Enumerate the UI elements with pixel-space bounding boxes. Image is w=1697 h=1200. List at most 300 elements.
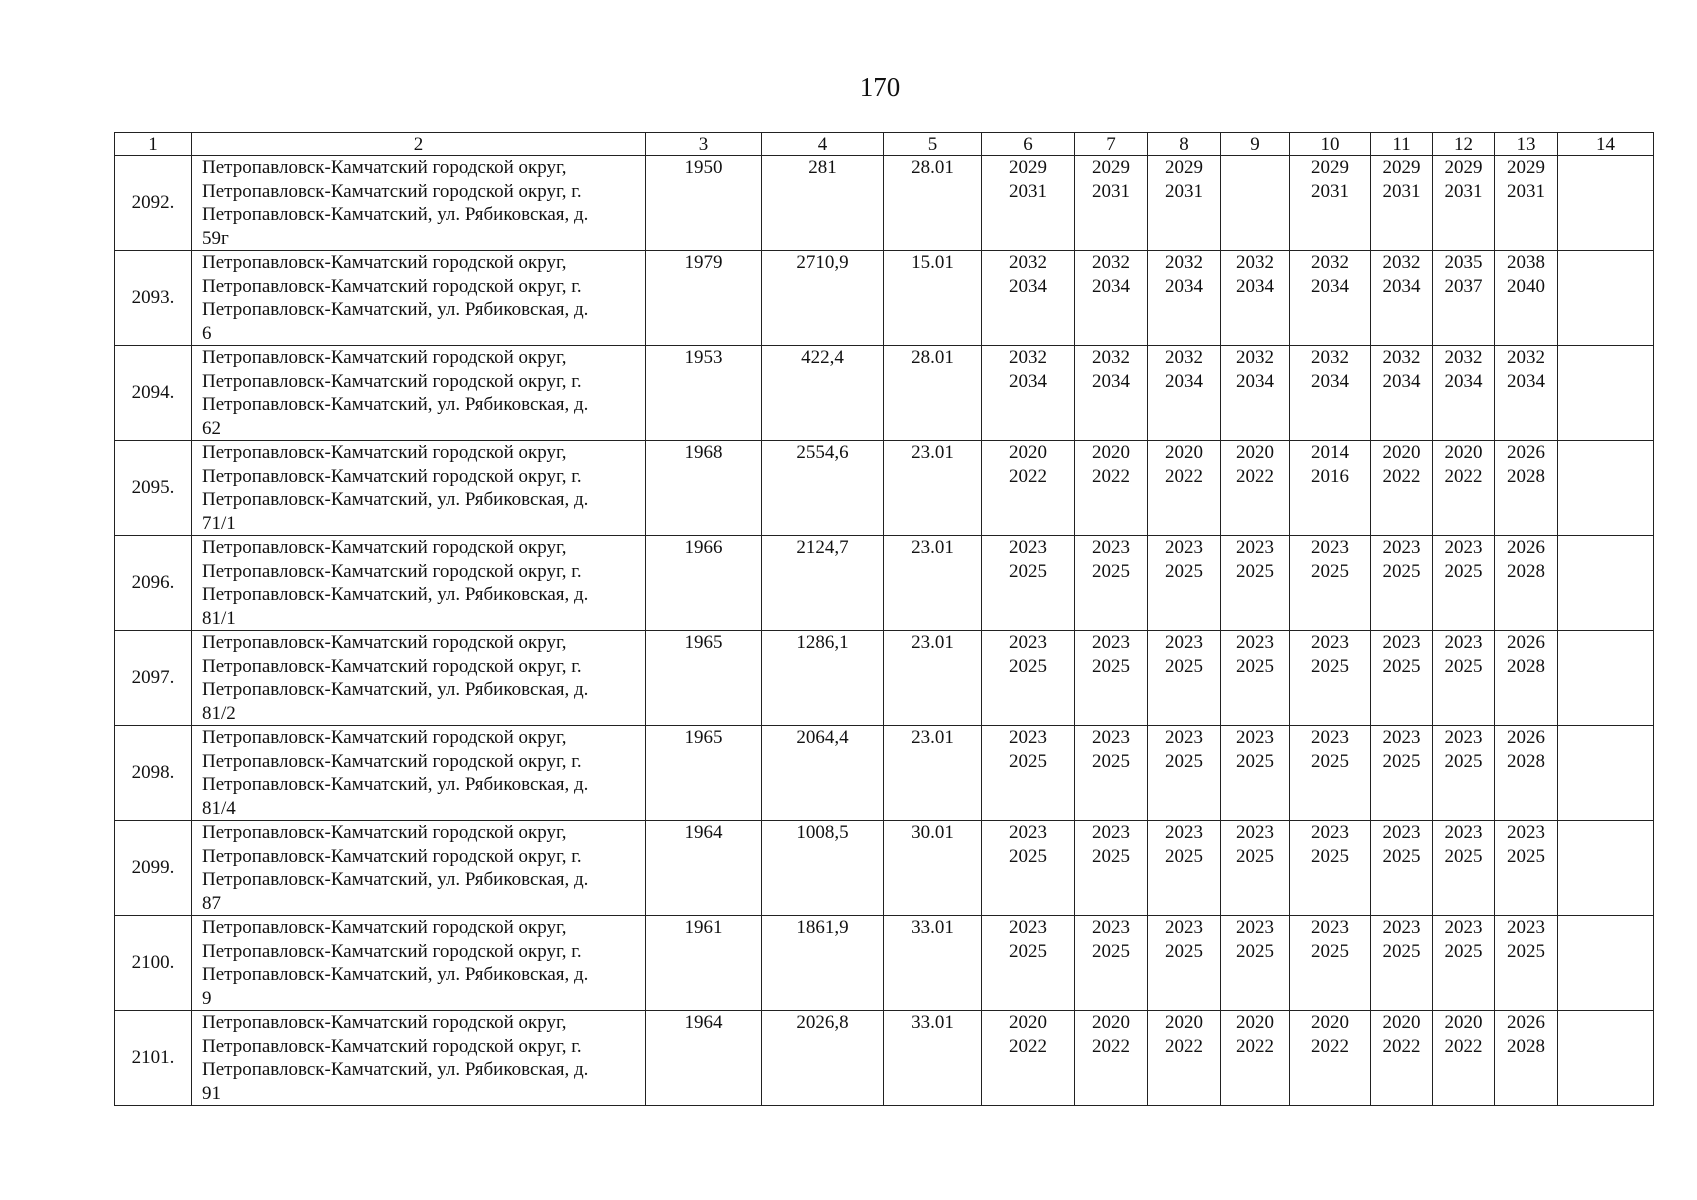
notes-cell	[1558, 251, 1654, 346]
period-cell	[1075, 156, 1148, 251]
table-row	[115, 821, 1654, 916]
period-end-year: 2025	[1165, 940, 1203, 962]
address-line: Петропавловск-Камчатский городской округ,	[202, 537, 567, 558]
address-line: Петропавловск-Камчатский городской округ, г.	[202, 560, 582, 582]
year-built-cell: 1953	[646, 346, 762, 441]
address-line: 81/1	[202, 607, 236, 629]
period-cell	[982, 536, 1075, 631]
period-end-year: 2025	[1444, 940, 1483, 962]
address-cell	[192, 821, 646, 916]
year-built-cell: 1965	[646, 726, 762, 821]
period-start-year: 2023	[1092, 822, 1130, 843]
period-start-year: 2029	[1311, 157, 1349, 178]
period-cell	[1221, 726, 1290, 821]
notes-cell	[1558, 1011, 1654, 1106]
period-start-year: 2020	[1165, 1012, 1203, 1033]
period-end-year: 2022	[1382, 465, 1421, 487]
period-cell	[1148, 631, 1221, 726]
address-line: Петропавловск-Камчатский городской округ, г.	[202, 465, 582, 487]
period-cell	[1433, 916, 1495, 1011]
period-start-year: 2023	[1382, 917, 1421, 938]
address-line: 81/2	[202, 702, 236, 724]
period-end-year: 2025	[1236, 655, 1274, 677]
period-cell	[1148, 251, 1221, 346]
table-row	[115, 631, 1654, 726]
notes-cell	[1558, 156, 1654, 251]
address-line: 59г	[202, 227, 229, 249]
period-start-year: 2023	[1507, 917, 1545, 938]
area-cell: 1008,5	[762, 821, 884, 916]
period-cell	[1075, 251, 1148, 346]
period-start-year: 2023	[1092, 727, 1130, 748]
period-start-year: 2032	[1165, 347, 1203, 368]
row-number-cell: 2099.	[115, 821, 192, 916]
period-end-year: 2025	[1382, 560, 1421, 582]
period-end-year: 2025	[1092, 940, 1130, 962]
period-end-year: 2025	[1444, 750, 1483, 772]
period-start-year: 2032	[1444, 347, 1483, 368]
period-cell	[1371, 916, 1433, 1011]
notes-cell	[1558, 916, 1654, 1011]
period-start-year: 2032	[1507, 347, 1545, 368]
period-start-year: 2032	[1009, 347, 1047, 368]
period-start-year: 2038	[1507, 252, 1545, 273]
area-cell: 1861,9	[762, 916, 884, 1011]
header-cell: 8	[1148, 133, 1221, 156]
period-cell	[1495, 536, 1558, 631]
address-cell	[192, 346, 646, 441]
period-start-year: 2023	[1507, 822, 1545, 843]
period-end-year: 2022	[1311, 1035, 1349, 1057]
period-end-year: 2034	[1311, 370, 1349, 392]
code-cell: 33.01	[884, 1011, 982, 1106]
period-start-year: 2023	[1092, 917, 1130, 938]
period-cell	[1290, 631, 1371, 726]
period-cell	[1371, 441, 1433, 536]
period-end-year: 2025	[1092, 655, 1130, 677]
period-cell	[1148, 536, 1221, 631]
period-start-year: 2020	[1236, 1012, 1274, 1033]
row-number-cell: 2096.	[115, 536, 192, 631]
period-cell	[1075, 726, 1148, 821]
period-end-year: 2034	[1382, 370, 1421, 392]
address-line: Петропавловск-Камчатский, ул. Рябиковская, д.	[202, 394, 589, 415]
address-cell	[192, 916, 646, 1011]
code-cell: 23.01	[884, 631, 982, 726]
period-start-year: 2023	[1009, 537, 1047, 558]
period-end-year: 2025	[1311, 940, 1349, 962]
code-cell: 33.01	[884, 916, 982, 1011]
period-end-year: 2034	[1165, 370, 1203, 392]
period-end-year: 2025	[1382, 845, 1421, 867]
period-cell	[1148, 441, 1221, 536]
period-end-year: 2031	[1444, 180, 1483, 202]
period-cell	[1371, 1011, 1433, 1106]
table-row	[115, 536, 1654, 631]
period-start-year: 2023	[1165, 822, 1203, 843]
period-end-year: 2025	[1009, 845, 1047, 867]
address-line: Петропавловск-Камчатский городской округ, г.	[202, 180, 582, 202]
period-cell	[982, 821, 1075, 916]
address-line: 87	[202, 892, 221, 914]
period-end-year: 2034	[1009, 275, 1047, 297]
address-line: Петропавловск-Камчатский, ул. Рябиковская, д.	[202, 964, 589, 985]
period-start-year: 2023	[1009, 917, 1047, 938]
period-end-year: 2025	[1311, 845, 1349, 867]
period-cell	[1221, 251, 1290, 346]
table-row	[115, 441, 1654, 536]
period-start-year: 2032	[1236, 252, 1274, 273]
period-end-year: 2022	[1165, 1035, 1203, 1057]
period-cell	[1290, 726, 1371, 821]
period-end-year: 2022	[1236, 465, 1274, 487]
period-cell	[1433, 631, 1495, 726]
notes-cell	[1558, 441, 1654, 536]
period-start-year: 2020	[1382, 1012, 1421, 1033]
year-built-cell: 1968	[646, 441, 762, 536]
address-line: Петропавловск-Камчатский городской округ, г.	[202, 655, 582, 677]
area-cell: 2124,7	[762, 536, 884, 631]
period-cell	[1495, 631, 1558, 726]
period-start-year: 2032	[1382, 252, 1421, 273]
period-start-year: 2029	[1009, 157, 1047, 178]
address-cell	[192, 251, 646, 346]
period-cell	[1371, 726, 1433, 821]
period-start-year: 2026	[1507, 632, 1545, 653]
period-end-year: 2025	[1311, 750, 1349, 772]
period-start-year: 2020	[1092, 1012, 1130, 1033]
period-start-year: 2023	[1382, 537, 1421, 558]
address-line: Петропавловск-Камчатский городской округ, г.	[202, 370, 582, 392]
period-cell	[1371, 631, 1433, 726]
period-start-year: 2020	[1009, 442, 1047, 463]
period-end-year: 2025	[1444, 560, 1483, 582]
period-start-year: 2029	[1165, 157, 1203, 178]
address-cell	[192, 631, 646, 726]
period-cell	[1075, 1011, 1148, 1106]
address-cell	[192, 726, 646, 821]
period-cell	[1221, 156, 1290, 251]
period-cell	[1221, 1011, 1290, 1106]
period-cell	[982, 631, 1075, 726]
period-end-year: 2025	[1009, 560, 1047, 582]
row-number-cell: 2092.	[115, 156, 192, 251]
address-line: Петропавловск-Камчатский, ул. Рябиковская, д.	[202, 204, 589, 225]
period-end-year: 2022	[1092, 465, 1130, 487]
address-line: Петропавловск-Камчатский городской округ,	[202, 442, 567, 463]
period-end-year: 2022	[1092, 1035, 1130, 1057]
code-cell: 15.01	[884, 251, 982, 346]
area-cell: 2554,6	[762, 441, 884, 536]
period-cell	[1148, 821, 1221, 916]
period-cell	[982, 726, 1075, 821]
header-cell: 13	[1495, 133, 1558, 156]
period-start-year: 2020	[1165, 442, 1203, 463]
period-cell	[982, 916, 1075, 1011]
period-end-year: 2022	[1165, 465, 1203, 487]
address-line: 81/4	[202, 797, 236, 819]
period-cell	[1221, 916, 1290, 1011]
header-cell: 14	[1558, 133, 1654, 156]
period-start-year: 2032	[1165, 252, 1203, 273]
period-start-year: 2023	[1444, 632, 1483, 653]
period-start-year: 2023	[1009, 632, 1047, 653]
period-start-year: 2023	[1311, 822, 1349, 843]
period-cell	[982, 441, 1075, 536]
period-start-year: 2026	[1507, 537, 1545, 558]
period-start-year: 2023	[1236, 822, 1274, 843]
period-cell	[1290, 441, 1371, 536]
period-end-year: 2025	[1507, 845, 1545, 867]
period-cell	[1290, 1011, 1371, 1106]
period-start-year: 2023	[1444, 822, 1483, 843]
row-number-cell: 2094.	[115, 346, 192, 441]
period-end-year: 2034	[1009, 370, 1047, 392]
period-end-year: 2040	[1507, 275, 1545, 297]
period-start-year: 2020	[1382, 442, 1421, 463]
period-cell	[1371, 821, 1433, 916]
period-start-year: 2023	[1092, 632, 1130, 653]
period-end-year: 2025	[1507, 940, 1545, 962]
address-line: Петропавловск-Камчатский, ул. Рябиковская, д.	[202, 299, 589, 320]
year-built-cell: 1964	[646, 1011, 762, 1106]
period-start-year: 2032	[1092, 347, 1130, 368]
page-number: 170	[859, 72, 901, 102]
period-cell	[1433, 726, 1495, 821]
period-cell	[1371, 346, 1433, 441]
period-end-year: 2022	[1382, 1035, 1421, 1057]
period-start-year: 2023	[1236, 537, 1274, 558]
area-cell: 2710,9	[762, 251, 884, 346]
period-cell	[1495, 1011, 1558, 1106]
period-cell	[982, 346, 1075, 441]
period-cell	[1148, 1011, 1221, 1106]
period-start-year: 2023	[1444, 917, 1483, 938]
period-cell	[1433, 251, 1495, 346]
period-start-year: 2020	[1444, 1012, 1483, 1033]
period-start-year: 2023	[1236, 917, 1274, 938]
period-cell	[1371, 156, 1433, 251]
notes-cell	[1558, 346, 1654, 441]
header-cell: 9	[1221, 133, 1290, 156]
period-cell	[1433, 1011, 1495, 1106]
header-cell: 3	[646, 133, 762, 156]
period-end-year: 2025	[1311, 560, 1349, 582]
period-end-year: 2025	[1165, 560, 1203, 582]
header-cell: 2	[192, 133, 646, 156]
address-line: 91	[202, 1082, 221, 1104]
address-line: Петропавловск-Камчатский, ул. Рябиковская, д.	[202, 1059, 589, 1080]
year-built-cell: 1965	[646, 631, 762, 726]
period-end-year: 2022	[1444, 465, 1483, 487]
period-end-year: 2031	[1311, 180, 1349, 202]
code-cell: 28.01	[884, 346, 982, 441]
code-cell: 23.01	[884, 536, 982, 631]
address-line: Петропавловск-Камчатский городской округ,	[202, 822, 567, 843]
period-start-year: 2020	[1311, 1012, 1349, 1033]
period-cell	[1221, 346, 1290, 441]
period-cell	[1495, 726, 1558, 821]
address-line: 6	[202, 322, 212, 344]
period-start-year: 2032	[1009, 252, 1047, 273]
period-end-year: 2034	[1444, 370, 1483, 392]
address-line: Петропавловск-Камчатский городской округ, г.	[202, 275, 582, 297]
period-end-year: 2025	[1444, 655, 1483, 677]
period-cell	[1075, 631, 1148, 726]
address-line: Петропавловск-Камчатский городской округ,	[202, 157, 567, 178]
period-end-year: 2022	[1236, 1035, 1274, 1057]
period-start-year: 2023	[1092, 537, 1130, 558]
period-start-year: 2023	[1382, 632, 1421, 653]
period-end-year: 2031	[1507, 180, 1545, 202]
period-cell	[1290, 821, 1371, 916]
period-start-year: 2023	[1009, 727, 1047, 748]
header-cell: 1	[115, 133, 192, 156]
period-end-year: 2025	[1092, 560, 1130, 582]
table-row	[115, 916, 1654, 1011]
period-cell	[1433, 346, 1495, 441]
period-start-year: 2032	[1382, 347, 1421, 368]
period-end-year: 2031	[1092, 180, 1130, 202]
period-end-year: 2025	[1236, 940, 1274, 962]
period-end-year: 2022	[1444, 1035, 1483, 1057]
year-built-cell: 1979	[646, 251, 762, 346]
address-line: Петропавловск-Камчатский, ул. Рябиковская, д.	[202, 584, 589, 605]
period-cell	[1495, 156, 1558, 251]
period-end-year: 2037	[1444, 275, 1483, 297]
header-cell: 5	[884, 133, 982, 156]
period-end-year: 2025	[1444, 845, 1483, 867]
table-row	[115, 726, 1654, 821]
area-cell: 422,4	[762, 346, 884, 441]
period-end-year: 2025	[1165, 655, 1203, 677]
period-end-year: 2028	[1507, 465, 1545, 487]
code-cell: 23.01	[884, 726, 982, 821]
period-start-year: 2023	[1311, 632, 1349, 653]
period-start-year: 2023	[1009, 822, 1047, 843]
address-line: Петропавловск-Камчатский городской округ,	[202, 252, 567, 273]
period-cell	[1290, 346, 1371, 441]
area-cell: 2026,8	[762, 1011, 884, 1106]
period-end-year: 2031	[1009, 180, 1047, 202]
period-start-year: 2032	[1311, 252, 1349, 273]
period-end-year: 2031	[1165, 180, 1203, 202]
year-built-cell: 1950	[646, 156, 762, 251]
period-start-year: 2023	[1165, 537, 1203, 558]
period-start-year: 2029	[1507, 157, 1545, 178]
period-cell	[1221, 631, 1290, 726]
row-number-cell: 2093.	[115, 251, 192, 346]
period-start-year: 2023	[1236, 727, 1274, 748]
period-start-year: 2023	[1311, 727, 1349, 748]
header-cell: 6	[982, 133, 1075, 156]
register-table	[114, 132, 1654, 1106]
period-cell	[1433, 441, 1495, 536]
area-cell: 281	[762, 156, 884, 251]
period-end-year: 2025	[1311, 655, 1349, 677]
period-start-year: 2032	[1092, 252, 1130, 273]
period-cell	[1290, 916, 1371, 1011]
address-line: Петропавловск-Камчатский городской округ,	[202, 917, 567, 938]
area-cell: 2064,4	[762, 726, 884, 821]
period-cell	[1075, 346, 1148, 441]
row-number-cell: 2101.	[115, 1011, 192, 1106]
table-row	[115, 251, 1654, 346]
period-cell	[1148, 726, 1221, 821]
period-cell	[1433, 821, 1495, 916]
period-cell	[1075, 441, 1148, 536]
address-line: Петропавловск-Камчатский, ул. Рябиковская, д.	[202, 774, 589, 795]
period-start-year: 2029	[1092, 157, 1130, 178]
address-line: Петропавловск-Камчатский, ул. Рябиковская, д.	[202, 679, 589, 700]
period-end-year: 2025	[1236, 750, 1274, 772]
notes-cell	[1558, 821, 1654, 916]
period-cell	[1495, 346, 1558, 441]
period-start-year: 2020	[1236, 442, 1274, 463]
period-start-year: 2029	[1382, 157, 1421, 178]
period-cell	[1371, 536, 1433, 631]
address-line: Петропавловск-Камчатский городской округ, г.	[202, 940, 582, 962]
period-end-year: 2028	[1507, 655, 1545, 677]
period-cell	[1371, 251, 1433, 346]
period-start-year: 2023	[1382, 822, 1421, 843]
address-line: Петропавловск-Камчатский городской округ, г.	[202, 1035, 582, 1057]
address-line: Петропавловск-Камчатский городской округ,	[202, 347, 567, 368]
notes-cell	[1558, 536, 1654, 631]
period-cell	[1290, 536, 1371, 631]
period-end-year: 2028	[1507, 1035, 1545, 1057]
address-line: Петропавловск-Камчатский городской округ, г.	[202, 845, 582, 867]
row-number-cell: 2097.	[115, 631, 192, 726]
period-cell	[982, 156, 1075, 251]
period-end-year: 2034	[1236, 370, 1274, 392]
period-start-year: 2023	[1165, 727, 1203, 748]
period-end-year: 2025	[1382, 940, 1421, 962]
row-number-cell: 2095.	[115, 441, 192, 536]
period-end-year: 2034	[1311, 275, 1349, 297]
table-row	[115, 1011, 1654, 1106]
period-end-year: 2034	[1092, 370, 1130, 392]
period-start-year: 2023	[1382, 727, 1421, 748]
period-end-year: 2025	[1092, 845, 1130, 867]
address-line: Петропавловск-Камчатский городской округ, г.	[202, 750, 582, 772]
period-end-year: 2034	[1236, 275, 1274, 297]
header-cell: 12	[1433, 133, 1495, 156]
period-start-year: 2023	[1165, 632, 1203, 653]
period-cell	[982, 1011, 1075, 1106]
period-start-year: 2020	[1009, 1012, 1047, 1033]
address-cell	[192, 156, 646, 251]
period-start-year: 2014	[1311, 442, 1349, 463]
notes-cell	[1558, 726, 1654, 821]
period-start-year: 2023	[1165, 917, 1203, 938]
period-start-year: 2023	[1444, 727, 1483, 748]
address-line: Петропавловск-Камчатский, ул. Рябиковская, д.	[202, 869, 589, 890]
address-line: Петропавловск-Камчатский городской округ,	[202, 632, 567, 653]
period-end-year: 2025	[1165, 750, 1203, 772]
period-cell	[1290, 251, 1371, 346]
period-cell	[1433, 536, 1495, 631]
period-end-year: 2025	[1236, 560, 1274, 582]
period-cell	[982, 251, 1075, 346]
period-end-year: 2025	[1009, 940, 1047, 962]
period-end-year: 2025	[1165, 845, 1203, 867]
address-line: Петропавловск-Камчатский городской округ,	[202, 1012, 567, 1033]
period-cell	[1495, 441, 1558, 536]
period-end-year: 2034	[1382, 275, 1421, 297]
address-cell	[192, 441, 646, 536]
period-start-year: 2035	[1444, 252, 1483, 273]
